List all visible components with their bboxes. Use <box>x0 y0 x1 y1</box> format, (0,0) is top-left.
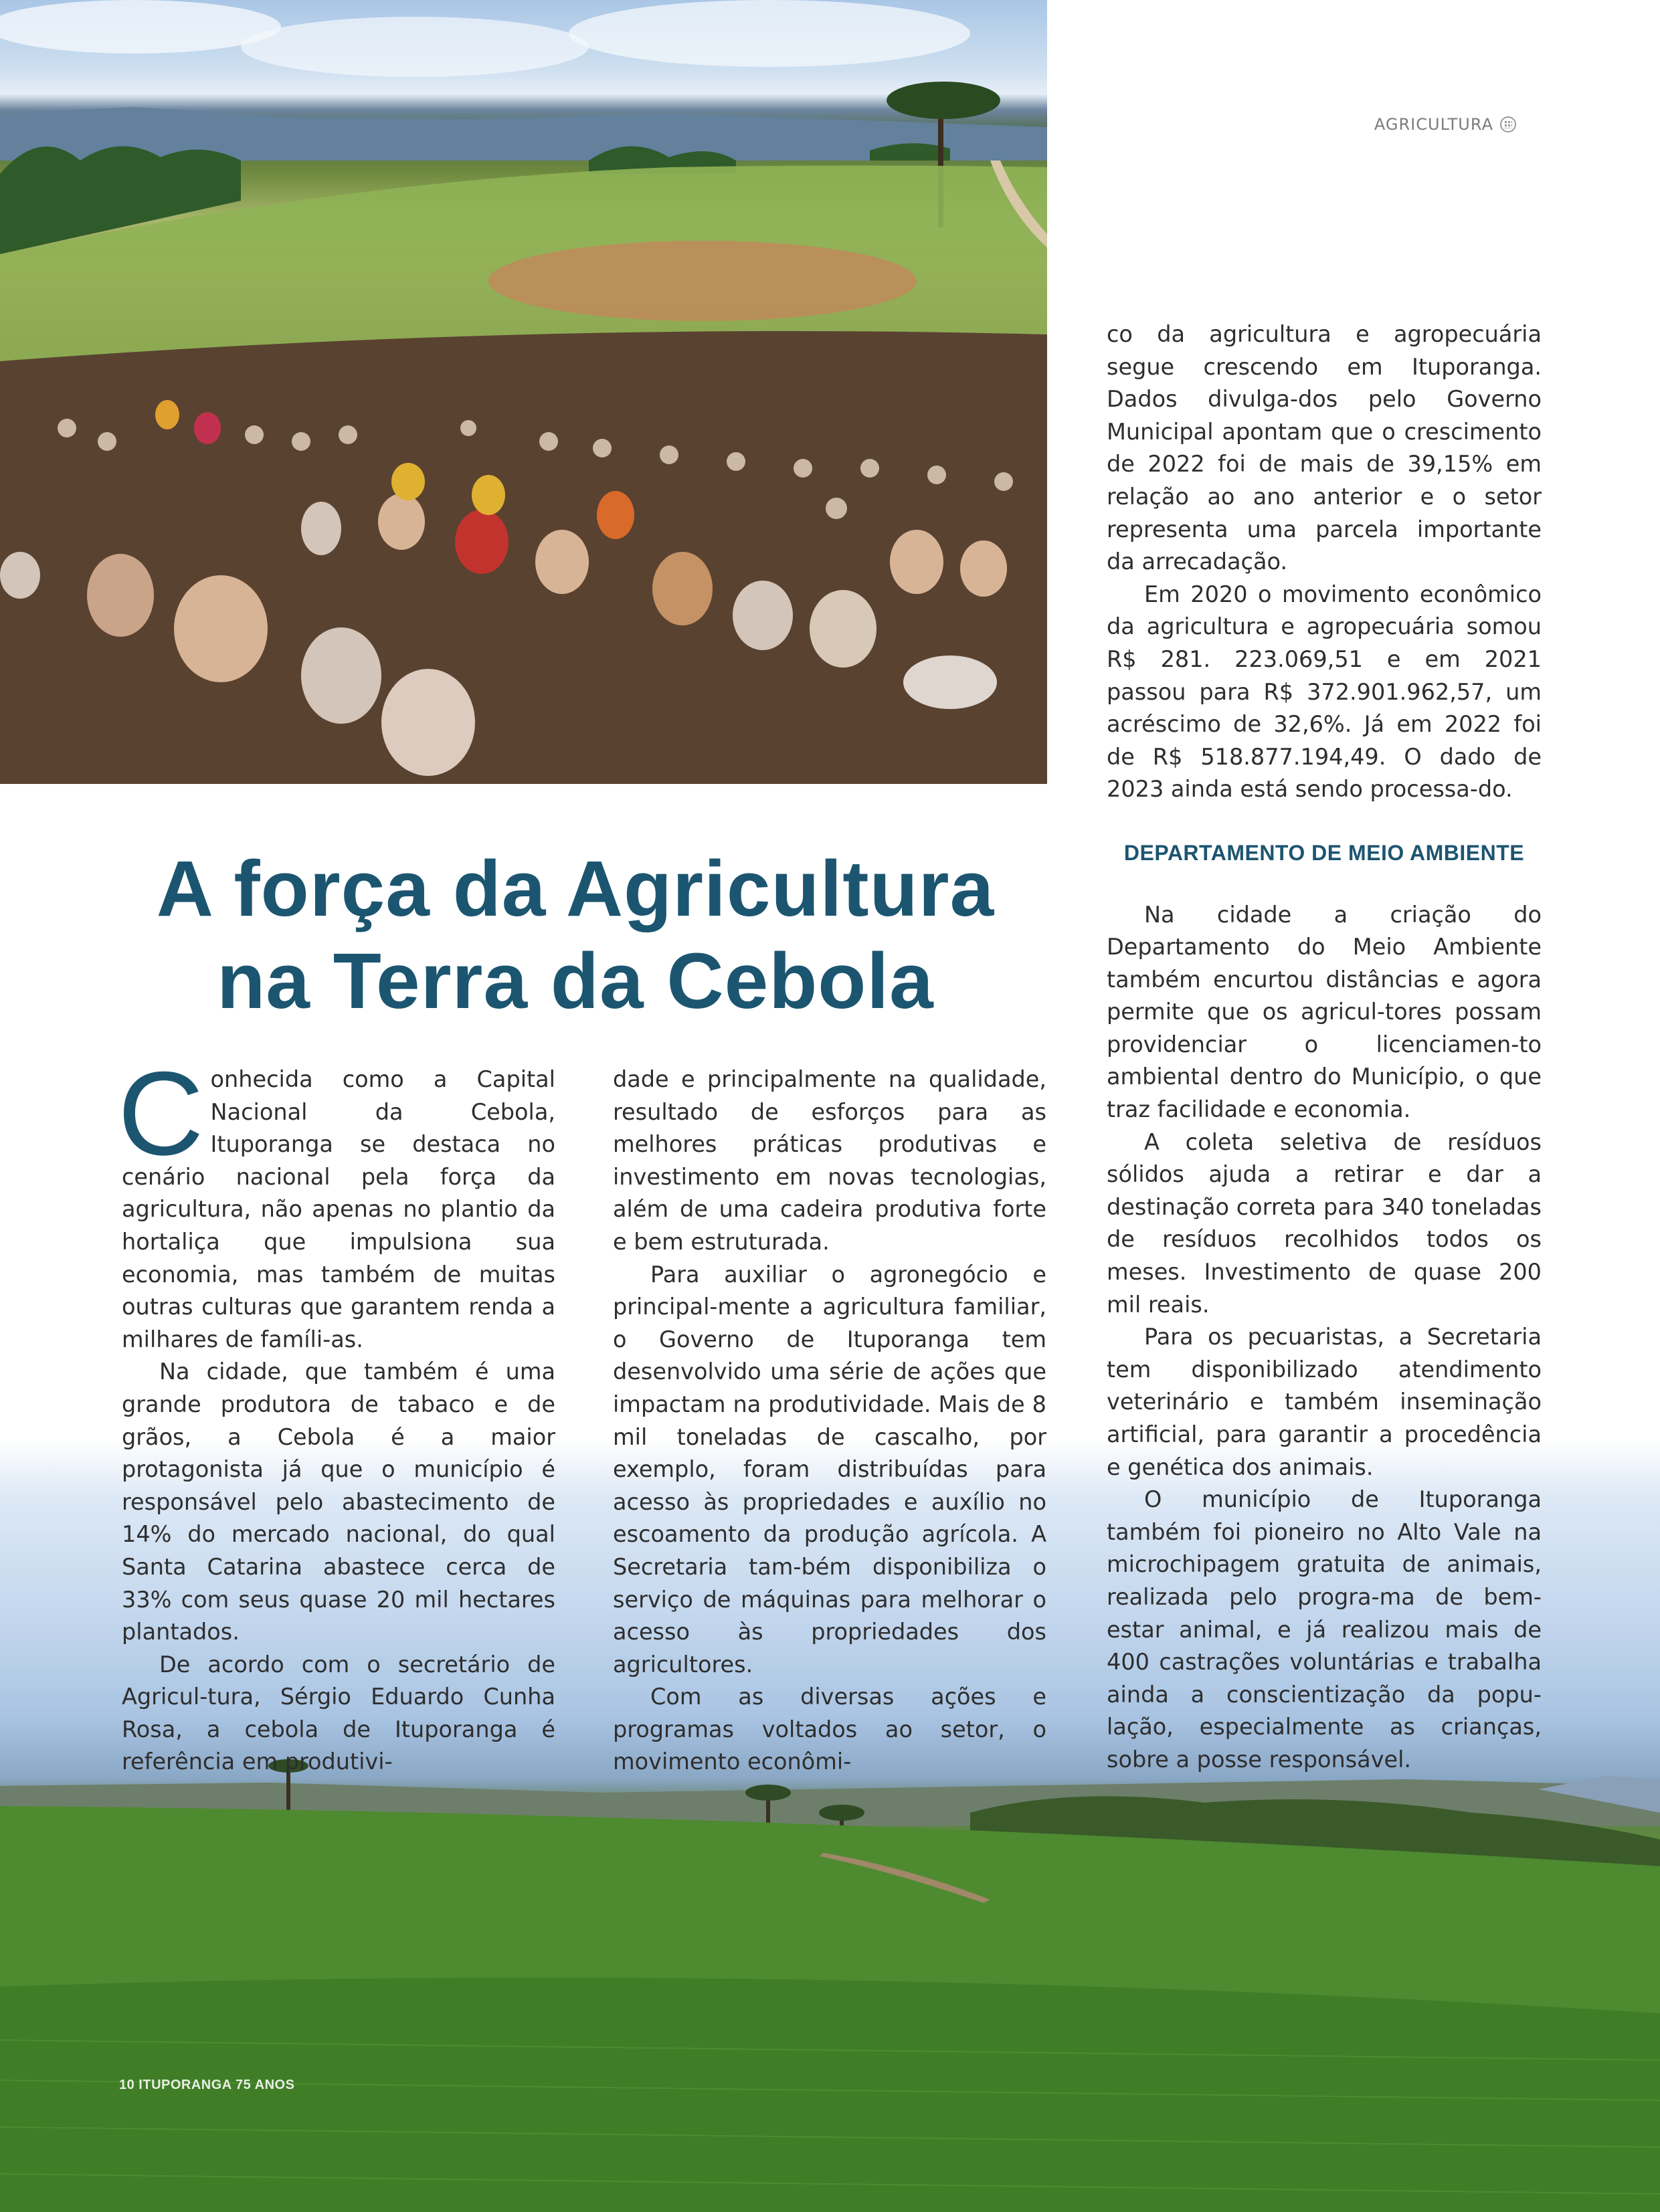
section-subheading: DEPARTAMENTO DE MEIO AMBIENTE <box>1123 840 1525 865</box>
paragraph: Com as diversas ações e programas voltados ao setor, o movimento econômi- <box>613 1684 1046 1775</box>
article-column-2 <box>613 1064 1046 1779</box>
article-title <box>107 843 1044 1027</box>
paragraph: Para os pecuaristas, a Secretaria tem disponibilizado atendimento veterinário e também inseminação artificial, para garantir a procedência e genética dos animais. <box>1107 1324 1542 1480</box>
paragraph: dade e principalmente na qualidade, resultado de esforços para as melhores práticas produtivas e investimento em novas tecnologias, além de uma cadeira produtiva forte e bem estruturada. <box>613 1066 1046 1255</box>
section-label: AGRICULTURA <box>1374 115 1493 134</box>
paragraph: Em 2020 o movimento econômico da agricultura e agropecuária somou R$ 281. 223.069,51 e em 2021 passou para R$ 372.901.962,57, um acréscimo de 32,6%. Já em 2022 foi de R$ 518.877.194,49. O dado de 2023 ainda está sendo processa-do. <box>1107 581 1542 803</box>
paragraph: O município de Ituporanga também foi pioneiro no Alto Vale na microchipagem gratuita de animais, realizada pelo progra-ma de bem-estar animal, e já realizou mais de 400 castrações voluntárias e trabalha ainda a conscientização da popu-lação, especialmente as crianças, sobre a posse responsável. <box>1107 1486 1542 1773</box>
paragraph: De acordo com o secretário de Agricul-tura, Sérgio Eduardo Cunha Rosa, a cebola de Ituporanga é referência em produtivi- <box>122 1651 555 1775</box>
paragraph: Na cidade a criação do Departamento do Meio Ambiente também encurtou distâncias e agora permite que os agricul-tores possam providenciar o licenciamen-to ambiental dentro do Município, o que traz facilidade e economia. <box>1107 901 1542 1123</box>
page-footer: 10 ITUPORANGA 75 ANOS <box>119 2078 295 2092</box>
article-column-1 <box>118 1047 555 1779</box>
onion-field-illustration <box>0 0 1047 784</box>
paragraph-text: onhecida como a Capital Nacional da Cebola, Ituporanga se destaca no cenário nacional pela força da agricultura, não apenas no plantio da hortaliça que impulsiona sua economia, mas também de muitas outras culturas que garantem renda a milhares de famíli-as. <box>122 1066 555 1352</box>
paragraph <box>118 1047 555 1356</box>
paragraph: Na cidade, que também é uma grande produtora de tabaco e de grãos, a Cebola é a maior protagonista já que o município é responsável pelo abastecimento de 14% do mercado nacional, do qual Santa Catarina abastece cerca de 33% com seus quase 20 mil hectares plantados. <box>122 1359 555 1645</box>
article-column-3 <box>1107 318 1542 1777</box>
onion-field-photo <box>0 0 1047 784</box>
paragraph: co da agricultura e agropecuária segue crescendo em Ituporanga. Dados divulga-dos pelo Governo Municipal apontam que o crescimento de 2022 foi de mais de 39,15% em relação ao ano anterior e o setor representa uma parcela importante da arrecadação. <box>1107 321 1542 575</box>
grid-dot-icon <box>1500 116 1516 132</box>
paragraph: A coleta seletiva de resíduos sólidos ajuda a retirar e dar a destinação correta para 340 toneladas de resíduos recolhidos todos os meses. Investimento de quase 200 mil reais. <box>1107 1128 1542 1318</box>
title-line-2: na Terra da Cebola <box>217 937 934 1025</box>
drop-cap: C <box>118 1047 204 1180</box>
title-line-1: A força da Agricultura <box>156 845 995 933</box>
paragraph: Para auxiliar o agronegócio e principal-mente a agricultura familiar, o Governo de Ituporanga tem desenvolvido uma série de ações que impactam na produtividade. Mais de 8 mil toneladas de cascalho, por exemplo, foram distribuídas para acesso às propriedades e auxílio no escoamento da produção agrícola. A Secretaria tam-bém disponibiliza o serviço de máquinas para melhorar o acesso às propriedades dos agricultores. <box>613 1261 1046 1678</box>
section-tag <box>1374 115 1516 134</box>
